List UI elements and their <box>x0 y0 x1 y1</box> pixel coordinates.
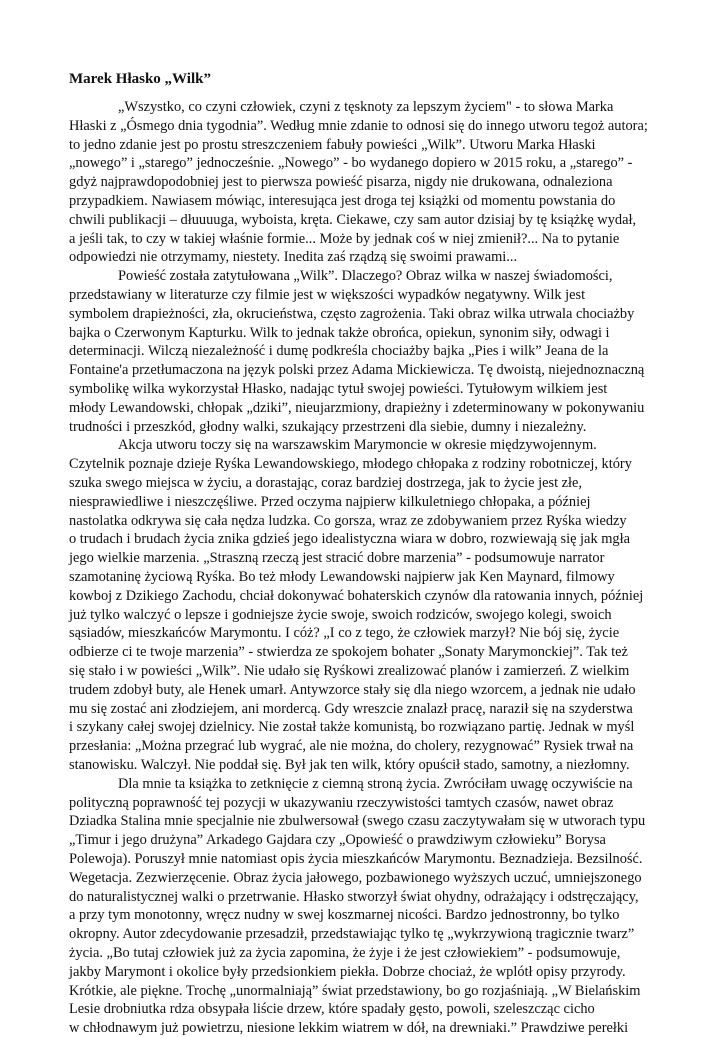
document-title: Marek Hłasko „Wilk” <box>69 71 211 87</box>
text-line: a jeśli tak, to czy w takiej właśnie formie... Może by jednak coś w niej zmienił?... Na to pytanie <box>69 230 620 247</box>
text-line: „Timur i jego drużyna” Arkadego Gajdara czy „Opowieść o prawdziwym człowieku” Borysa <box>69 832 606 849</box>
text-line: mu się zostać ani złodziejem, ani mordercą. Gdy wreszcie znalazł pracę, naraził się na szyderstwa <box>69 700 633 717</box>
text-line: gdyż najprawdopodobniej jest to pierwsza powieść pisarza, nigdy nie drukowana, odnaleziona <box>69 174 613 191</box>
text-line: Polewoja). Poruszył mnie natomiast opis życia mieszkańców Marymontu. Beznadzieja. Bezsilność. <box>69 851 643 867</box>
text-line: młody Lewandowski, chłopak „dziki”, nieujarzmiony, drapieżny i zdeterminowany w pokonywaniu <box>69 399 645 416</box>
text-line: Wegetacja. Zezwierzęcenie. Obraz życia jałowego, pozbawionego wyższych uczuć, umniejszonego <box>69 869 642 886</box>
text-line: symbolikę wilka wykorzystał Hłasko, nadając tytuł swojej powieści. Tytułowym wilkiem jest <box>69 381 608 397</box>
text-line: przedstawiany w literaturze czy filmie jest w większości wypadków negatywny. Wilk jest <box>69 287 586 303</box>
text-line: symbolem drapieżności, zła, okrucieństwa, często zagrożenia. Taki obraz wilka utrwala chociażby <box>69 305 635 322</box>
text-line: Krótkie, ale piękne. Trochę „unormalniają” świat przedstawiony, bo go rozjaśniają. „W Bielańskim <box>69 982 641 999</box>
text-line: chwili publikacji – dłuuuuga, wyboista, kręta. Ciekawe, czy sam autor dzisiaj by tę książkę wydał, <box>69 211 637 228</box>
text-line: Powieść została zatytułowana „Wilk”. Dlaczego? Obraz wilka w naszej świadomości, <box>118 268 613 285</box>
text-line: bajka o Czerwonym Kapturku. Wilk to jednak także obrońca, opiekun, synonim siły, odwagi i <box>69 324 610 341</box>
text-line: odpowiedzi nie otrzymamy, niestety. Inedita zaś rządzą się swoimi prawami... <box>69 249 518 266</box>
text-line: Czytelnik poznaje dzieje Ryśka Lewandowskiego, młodego chłopaka z rodziny robotniczej, który <box>69 456 632 473</box>
text-line: jakby Marymont i okolice były przedsionkiem piekła. Dobrze chociaż, że wplótł opisy przyrody. <box>69 963 626 980</box>
text-line: „nowego” i „starego” jednocześnie. „Nowego” - bo wydanego dopiero w 2015 roku, a „starego” - <box>69 155 633 172</box>
text-line: a przy tym monotonny, wręcz nudny w swej koszmarnej nicości. Bardzo jednostronny, bo tylko <box>69 907 620 924</box>
text-line: trudem zdobył buty, ale Henek umarł. Antywzorce stały się dla niego wzorcem, a jednak nie udało <box>69 681 636 698</box>
text-line: Dla mnie ta książka to zetknięcie z ciemną stroną życia. Zwróciłam uwagę oczywiście na <box>118 775 633 792</box>
text-line: polityczną poprawność tej pozycji w ukazywaniu rzeczywistości tamtych czasów, nawet obraz <box>69 794 614 811</box>
text-line: to jedno zdanie jest po prostu streszczeniem fabuły powieści „Wilk”. Utworu Marka Hłaski <box>69 136 596 153</box>
text-line: determinacji. Wilczą niezależność i dumę podkreśla chociażby bajka „Pies i wilk” Jeana de la <box>69 343 609 360</box>
text-line: szamotaninę życiową Ryśka. Bo też młody Lewandowski najpierw jak Ken Maynard, filmowy <box>69 569 615 585</box>
text-line: „Wszystko, co czyni człowiek, czyni z tęsknoty za lepszym życiem" - to słowa Marka <box>118 99 614 115</box>
text-line: w chłodnawym już powietrzu, niesione lekkim wiatrem w dół, na drewniaki.” Prawdziwe perełki <box>69 1020 629 1037</box>
text-line: stanowisku. Walczył. Nie poddał się. Był jak ten wilk, który opuścił stado, samotny, a niezłomny. <box>69 757 630 773</box>
text-line: życia. „Bo tutaj człowiek już za życia zapomina, że żyje i że jest człowiekiem” - podsumowuje, <box>69 945 621 961</box>
text-line: do naturalistycznej walki o przetrwanie. Hłasko stworzył świat ohydny, odrażający i odstręczający, <box>69 888 639 905</box>
text-line: niesprawiedliwe i nieszczęśliwe. Przed oczyma najpierw kilkuletniego chłopaka, a później <box>69 493 591 510</box>
text-line: o trudach i brudach życia znika gdzieś jego idealistyczna wiara w dobro, rozwiewają się jak mgła <box>69 531 631 548</box>
text-line: się stało i w powieści „Wilk”. Nie udało się Ryśkowi zrealizować planów i zamierzeń. Z wielkim <box>69 663 630 679</box>
text-line: już tylko walczyć o lepsze i godniejsze życie swoje, swoich rodziców, swojego kolegi, swoich <box>69 606 612 623</box>
text-line: szuka swego miejsca w życiu, a dorastając, coraz bardziej dostrzega, jak to życie jest złe, <box>69 475 583 491</box>
text-line: okropny. Autor zdecydowanie przesadził, przedstawiając tylko tę „wykrzywioną tragicznie twarz” <box>69 926 635 943</box>
text-line: Hłaski z „Ósmego dnia tygodnia”. Według mnie zdanie to odnosi się do innego utworu tegoż autora; <box>69 117 648 134</box>
text-line: i szykany całej swojej dzielnicy. Nie został także komunistą, bo rozwiązano partię. Jednak w myśl <box>69 719 635 736</box>
text-line: jego wielkie marzenia. „Straszną rzeczą jest stracić dobre marzenia” - podsumowuje narrator <box>69 550 605 567</box>
text-line: Fontaine'a przetłumaczona na język polski przez Adama Mickiewicza. Tę dwoistą, niejednoznaczną <box>69 362 645 379</box>
text-line: przypadkiem. Nawiasem mówiąc, interesująca jest droga tej książki od momentu powstania do <box>69 193 616 209</box>
text-line: kowboj z Dzikiego Zachodu, chciał dokonywać bohaterskich czynów dla ratowania innych, później <box>69 587 644 604</box>
text-line: Lesie drobniutka rdza obsypała liście drzew, które spadały gęsto, powoli, szeleszcząc cicho <box>69 1001 595 1018</box>
text-line: sąsiadów, mieszkańców Marymontu. I cóż? „I co z tego, że człowiek marzył? Nie bój się, życie <box>69 625 620 642</box>
text-line: Dziadka Stalina mnie specjalnie nie zbulwersował (swego czasu zaczytywałam się w utworach typu <box>69 813 646 830</box>
text-line: przesłania: „Można przegrać lub wygrać, ale nie można, do cholery, rezygnować” Rysiek trwał na <box>69 738 634 755</box>
text-line: odbierze ci te twoje marzenia” - stwierdza ze spokojem bohater „Sonaty Marymonckiej”. Tak też <box>69 644 628 661</box>
text-line: trudności i przeszkód, głodny walki, szukający przestrzeni dla siebie, dumny i niezależny. <box>69 418 587 435</box>
text-line: Akcja utworu toczy się na warszawskim Marymoncie w okresie międzywojennym. <box>118 437 597 454</box>
text-line: nastolatka odkrywa się cała nędza ludzka. Co gorsza, wraz ze zdobywaniem przez Ryśka wiedzy <box>69 512 627 529</box>
